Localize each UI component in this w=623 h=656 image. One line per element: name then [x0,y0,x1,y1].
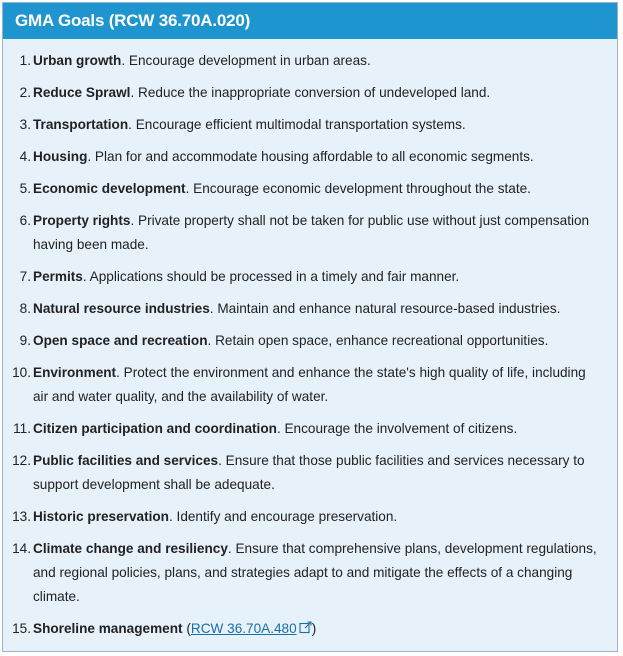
goal-term: Urban growth [33,53,122,68]
rcw-36-70a-480-link[interactable] [191,621,312,636]
list-item [3,113,603,137]
goal-description: . Encourage the involvement of citizens. [276,421,518,436]
list-item [3,145,603,169]
list-item-body [33,49,603,73]
list-item-body [33,449,603,497]
list-item-body [33,329,603,353]
list-number: 13. [12,509,31,524]
goal-term: Natural resource industries [33,301,210,316]
list-number: 1. [19,53,31,68]
gma-goals-box [2,2,618,652]
goal-term: Public facilities and services [33,453,219,468]
list-item-body [33,297,603,321]
list-item-body [33,209,603,257]
list-number: 10. [12,365,31,380]
open-paren: ( [182,621,191,636]
list-item [3,297,603,321]
goal-description: . Ensure that those public facilities and services necessary to support development shall be adequate. [33,453,585,492]
goal-term: Historic preservation [33,509,169,524]
goal-term: Housing [33,149,88,164]
list-item-shoreline [3,617,603,641]
list-number: 7. [19,269,31,284]
list-item-body [33,113,603,137]
goal-term: Permits [33,269,83,284]
goal-term: Economic development [33,181,186,196]
list-number: 2. [19,85,31,100]
list-item-body [33,81,603,105]
list-number: 5. [19,181,31,196]
list-item-body [33,617,603,641]
goal-term: Citizen participation and coordination [33,421,277,436]
list-item [3,49,603,73]
goal-description: . Ensure that comprehensive plans, development regulations, and regional policies, plans, and strategies adapt to and mitigate the effects of a changing climate. [33,541,597,604]
goal-description: . Retain open space, enhance recreational opportunities. [207,333,549,348]
box-title: GMA Goals (RCW 36.70A.020) [3,3,617,39]
goal-description: . Maintain and enhance natural resource-based industries. [209,301,561,316]
goal-term: Shoreline management [33,621,183,636]
goal-description: . Encourage development in urban areas. [121,53,371,68]
goal-term: Climate change and resiliency [33,541,228,556]
goal-term: Open space and recreation [33,333,208,348]
list-item [3,177,603,201]
list-number: 9. [19,333,31,348]
list-item [3,209,603,257]
list-item-body [33,361,603,409]
list-number: 12. [12,453,31,468]
list-item-body [33,505,603,529]
goal-term: Environment [33,365,117,380]
goal-description: . Plan for and accommodate housing affordable to all economic segments. [87,149,534,164]
list-number: 6. [19,213,31,228]
list-item [3,449,603,497]
goal-term: Transportation [33,117,129,132]
list-item-body [33,177,603,201]
goal-description: . Protect the environment and enhance the state's high quality of life, including air and water quality, and the availability of water. [33,365,586,404]
list-number: 14. [12,541,31,556]
list-item [3,329,603,353]
goal-term: Reduce Sprawl [33,85,131,100]
list-item-body [33,265,603,289]
goal-description: . Encourage efficient multimodal transportation systems. [128,117,466,132]
list-number: 8. [19,301,31,316]
goal-description: . Encourage economic development throughout the state. [185,181,531,196]
list-item [3,265,603,289]
list-number: 3. [19,117,31,132]
list-item [3,417,603,441]
external-link-icon [299,621,312,634]
goal-description: . Identify and encourage preservation. [168,509,398,524]
goals-list [3,39,617,641]
list-item-body [33,417,603,441]
list-item-body [33,537,603,609]
list-number: 11. [13,421,31,436]
goal-description: . Reduce the inappropriate conversion of undeveloped land. [130,85,491,100]
list-item-body [33,145,603,169]
goal-description: . Private property shall not be taken for public use without just compensation having been made. [33,213,590,252]
list-item [3,361,603,409]
list-number: 4. [19,149,31,164]
goal-term: Property rights [33,213,131,228]
list-number: 15. [12,621,31,636]
list-item [3,505,603,529]
list-item [3,537,603,609]
link-text: RCW 36.70A.480 [190,621,297,636]
list-item [3,81,603,105]
goal-description: . Applications should be processed in a timely and fair manner. [82,269,460,284]
close-paren: ) [311,621,317,636]
